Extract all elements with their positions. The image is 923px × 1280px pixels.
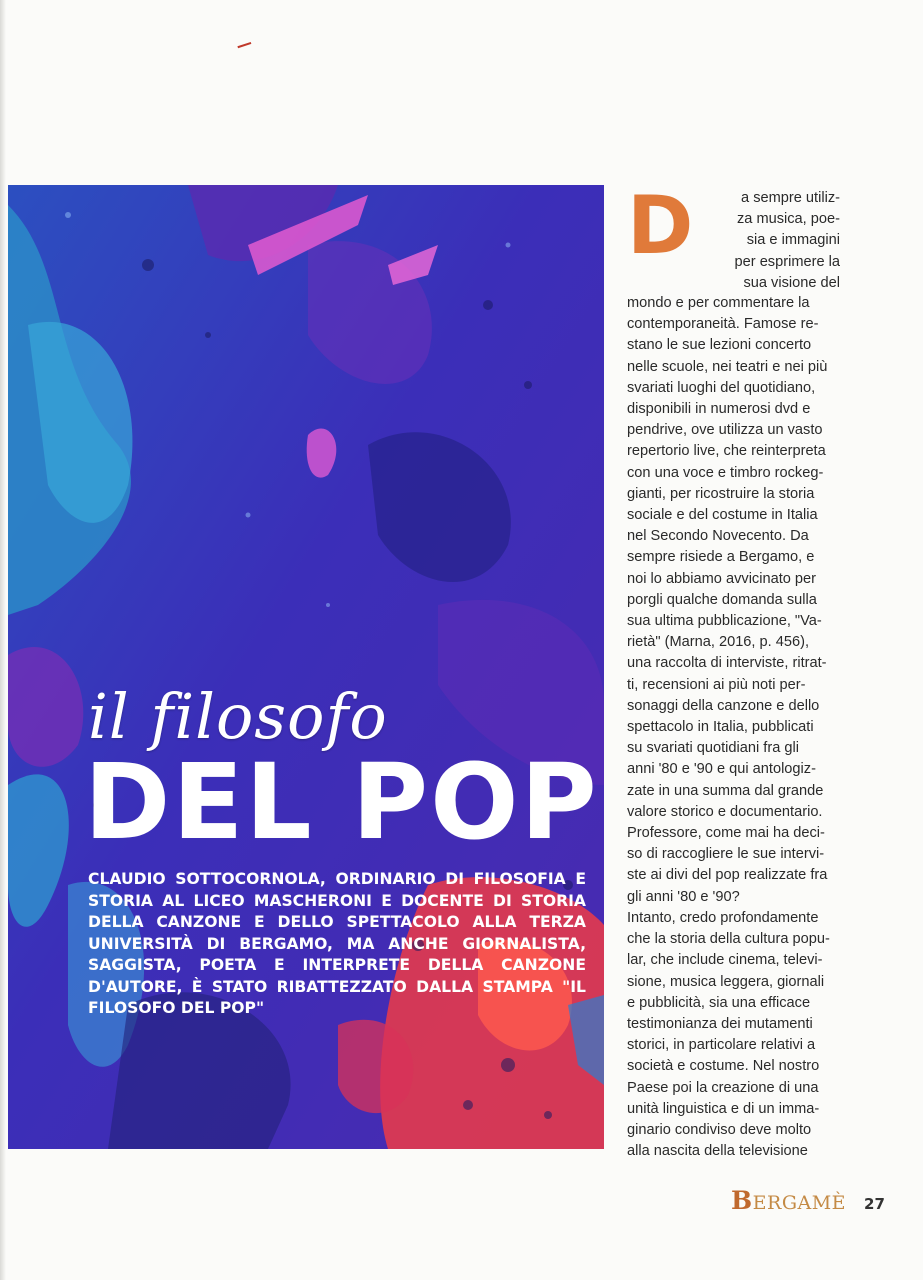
drop-cap: D (627, 179, 694, 272)
body-line: svariati luoghi del quotidiano, (627, 379, 816, 396)
intro-line: sia e immagini (746, 232, 840, 249)
page-number: 27 (864, 1195, 885, 1213)
body-line: che la storia della cultura popu- (627, 931, 830, 948)
body-line: Professore, come mai ha deci- (627, 825, 825, 842)
body-line: mondo e per commentare la (627, 295, 810, 311)
body-line: testimonianza dei mutamenti (627, 1015, 813, 1032)
body-line: zate in una summa dal grande (627, 782, 824, 799)
body-line: pendrive, ove utilizza un vasto (627, 422, 823, 439)
body-line: alla nascita della televisione (627, 1143, 808, 1160)
body-line: nel Secondo Novecento. Da (627, 528, 809, 545)
body-line: contemporaneità. Famose re- (627, 316, 819, 333)
body-line: lar, che include cinema, televi- (627, 952, 823, 969)
body-line: su svariati quotidiani fra gli (627, 740, 799, 757)
title-script: il filosofo (88, 680, 388, 753)
body-line: nelle scuole, nei teatri e nei più (627, 358, 828, 375)
body-line: Intanto, credo profondamente (627, 909, 819, 926)
body-line: spettacolo in Italia, pubblicati (627, 719, 814, 736)
logo-text: ERGAMÈ (752, 1192, 847, 1214)
intro-line: za musica, poe- (736, 211, 840, 228)
body-line: stano le sue lezioni concerto (627, 337, 812, 354)
body-line: ste ai divi del pop realizzate fra (627, 867, 828, 884)
body-line: disponibili in numerosi dvd e (627, 401, 811, 418)
intro-lines (700, 188, 840, 294)
page-binding-edge (0, 0, 6, 1280)
body-line: anni '80 e '90 e qui antologiz- (627, 761, 816, 778)
title-main: DEL POP (84, 741, 599, 863)
body-line: valore storico e documentario. (627, 803, 823, 820)
body-line: gli anni '80 e '90? (627, 888, 740, 905)
body-line: e pubblicità, sia una efficace (627, 994, 811, 1011)
body-line: ti, recensioni ai più noti per- (627, 676, 806, 693)
body-line: unità linguistica e di un imma- (627, 1100, 820, 1117)
intro-line: sua visione del (743, 274, 840, 291)
hero-artwork (8, 185, 604, 1149)
body-line: sempre risiede a Bergamo, e (627, 549, 815, 566)
body-line: una raccolta di interviste, ritrat- (627, 655, 827, 672)
page-footer (731, 1186, 885, 1216)
body-line: Paese poi la creazione di una (627, 1079, 819, 1096)
body-line: repertorio live, che reinterpreta (627, 443, 826, 460)
body-line: porgli qualche domanda sulla (627, 591, 817, 608)
body-line: sione, musica leggera, giornali (627, 973, 825, 990)
body-line: so di raccogliere le sue intervi- (627, 846, 825, 863)
logo-initial: B (731, 1186, 753, 1215)
body-line: con una voce e timbro rockeg- (627, 464, 824, 481)
body-line: società e costume. Nel nostro (627, 1058, 820, 1075)
intro-line: per esprimere la (734, 253, 840, 270)
body-line: rietà" (Marna, 2016, p. 456), (627, 634, 810, 651)
body-line: sociale e del costume in Italia (627, 507, 818, 524)
body-line: storici, in particolare relativi a (627, 1037, 816, 1054)
magazine-logo (731, 1186, 846, 1215)
article-body (627, 293, 840, 1162)
body-line: noi lo abbiamo avvicinato per (627, 570, 817, 587)
body-line: ginario condiviso deve molto (627, 1121, 812, 1138)
subtitle-lede: CLAUDIO SOTTOCORNOLA, ORDINARIO DI FILOSOFIA E STORIA AL LICEO MASCHERONI E DOCENTE DI STORIA DELLA CANZONE E DELLO SPETTACOLO ALLA TERZA UNIVERSITÀ DI BERGAMO, MA ANCHE GIORNALISTA, SAGGISTA, POETA E INTERPRETE DELLA CANZONE D'AUTORE, È STATO RIBATTEZZATO DALLA STAMPA "IL FILOSOFO DEL POP" (88, 870, 586, 1017)
body-line: sonaggi della canzone e dello (627, 697, 820, 714)
pen-mark (237, 42, 252, 52)
intro-line: a sempre utiliz- (741, 190, 840, 206)
body-line: gianti, per ricostruire la storia (627, 485, 815, 502)
body-line: sua ultima pubblicazione, "Va- (627, 613, 822, 630)
